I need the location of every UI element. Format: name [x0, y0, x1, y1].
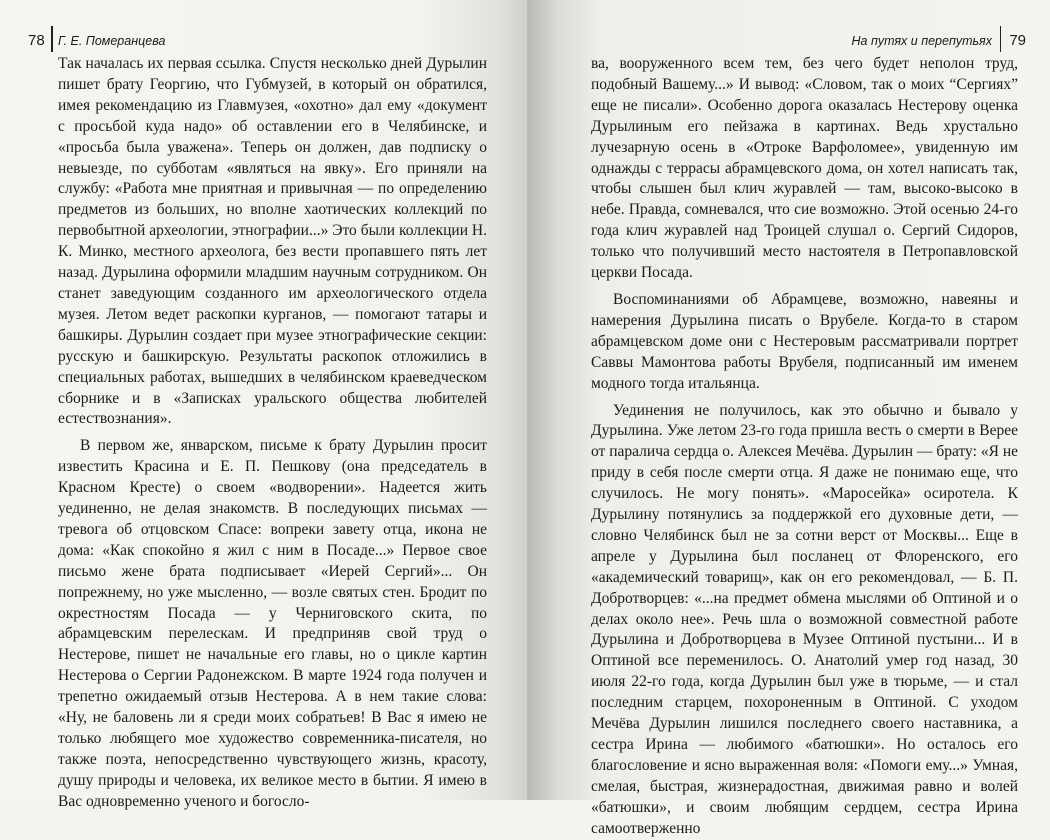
- paragraph: Уединения не получилось, как это обычно и бывало у Дурылина. Уже летом 23-го года пришла весть о смерти в Верее от паралича сердца о. Алексея Мечёва. Дурылин — брату: «Я не приду в себя после смерти отца. Я даже не понимаю еще, что случилось. Не могу понять». «Маросейка» осиротела. К Дурылину потянулись за поддержкой его духовные дети, — словно Челябинск был не за сотни верст от Москвы... Еще в апреле у Дурылина был посланец от Флоренского, его «академический товарищ», как он его рекомендовал, — Б. П. Добротворцев: «...на предмет обмена мыслями об Оптиной и о делах около нее». Речь шла о возможной совместной работе Дурылина и Добротворцева в Музее Оптиной пустыни... И в Оптиной все переменилось. О. Анатолий умер год назад, 30 июля 22-го года, когда Дурылин был уже в тюрьме, — и стал последним старцем, похороненным в Оптиной. С уходом Мечёва Дурылин лишился последнего своего наставника, а сестра Ирина — любимого «батюшки». Но осталось его благословение и ясно выраженная воля: «Помоги ему...» Умная, смелая, быстрая, жизнерадостная, движимая равно и волей «батюшки», и своим любящим сердцем, сестра Ирина самоотверженно: [591, 401, 1018, 837]
- right-running-head: На путях и перепутьях: [851, 34, 992, 48]
- header-divider: [51, 26, 53, 52]
- right-page-header: [591, 30, 1026, 54]
- left-page-header: [28, 30, 487, 54]
- paragraph: Так началась их первая ссылка. Спустя несколько дней Дурылин пишет брату Георгию, что Губмузей, в который он обратился, имея рекомендацию из Главмузея, «охотно» дал ему «документ с просьбой куда надо» об оставлении его в Челябинске, и «просьба была уважена». Теперь он должен, дав подписку о невыезде, по субботам «являться на явку». Его приняли на службу: «Работа мне приятная и привычная — по определению предметов из больших, но вполне хаотических коллекций по первобытной археологии, этнографии...» Это были коллекции Н. К. Минко, местного археолога, без вести пропавшего пять лет назад. Дурылина оформили младшим научным сотрудником. Он станет заведующим созданного им археологического отдела музея. Летом ведет раскопки курганов, — помогают татары и башкиры. Дурылин создает при музее этнографические секции: русскую и башкирскую. Результаты раскопок отложились в специальных работах, вышедших в челябинском краеведческом сборнике и в «Записках уральского общества любителей естествознания».: [58, 55, 487, 428]
- left-page-number: 78: [28, 32, 45, 49]
- paragraph: ва, вооруженного всем тем, без чего будет неполон труд, подобный Вашему...» И вывод: «Словом, так о моих “Сергиях” еще не писали». Особенно дорога оказалась Нестерову оценка Дурылиным его пейзажа в картинах. Ведь хрустально лучезарную осень в «Отроке Варфоломее», увиденную им однажды с террасы абрамцевского дома, он хотел написать так, чтобы слышен был клич журавлей — там, высоко-высоко в небе. Правда, сомневался, что сие возможно. Этой осенью 24-го года клич журавлей над Троицей слушал о. Сергий Сидоров, только что получивший место настоятеля в Петропавловской церкви Посада.: [591, 55, 1018, 282]
- left-page-text: [58, 54, 487, 813]
- right-page-text: [591, 54, 1018, 840]
- left-running-head: Г. Е. Померанцева: [58, 34, 166, 48]
- right-page-number: 79: [1009, 32, 1026, 49]
- left-page: [0, 0, 527, 810]
- paragraph: В первом же, январском, письме к брату Дурылин просит известить Красина и Е. П. Пешкову (она председатель в Красном Кресте) о своем «водворении». Надеется жить уединенно, не делая знакомств. В последующих письмах — тревога об отцовском Спасе: вопреки завету отца, икона не дома: «Как спокойно я жил с ним в Посаде...» Первое свое письмо жене брата подписывает «Иерей Сергий»... Он попрежнему, но уже мысленно, — возле святых стен. Бродит по окрестностям Посада — у Черниговского скита, по абрамцевским перелескам. И предприняв свой труд о Нестерове, пишет не начальные его главы, но о цикле картин Нестерова о Сергии Радонежском. В марте 1924 года получен и трепетно ожидаемый отзыв Нестерова. А в нем такие слова: «Ну, не баловень ли я среди моих собратьев! В Вас я имею не только любящего мое художество современника-писателя, но также поэта, непосредственно чувствующего жизнь, красоту, душу природы и человека, их великое место в бытии. Я имею в Вас одновременно ученого и богосло-: [58, 437, 487, 810]
- header-divider: [1000, 26, 1002, 52]
- right-page: [527, 0, 1050, 837]
- paragraph: Воспоминаниями об Абрамцеве, возможно, навеяны и намерения Дурылина писать о Врубеле. Когда-то в старом абрамцевском доме они с Нестеровым рассматривали портрет Саввы Мамонтова работы Врубеля, подписанный им именем модного тогда итальянца.: [591, 290, 1018, 392]
